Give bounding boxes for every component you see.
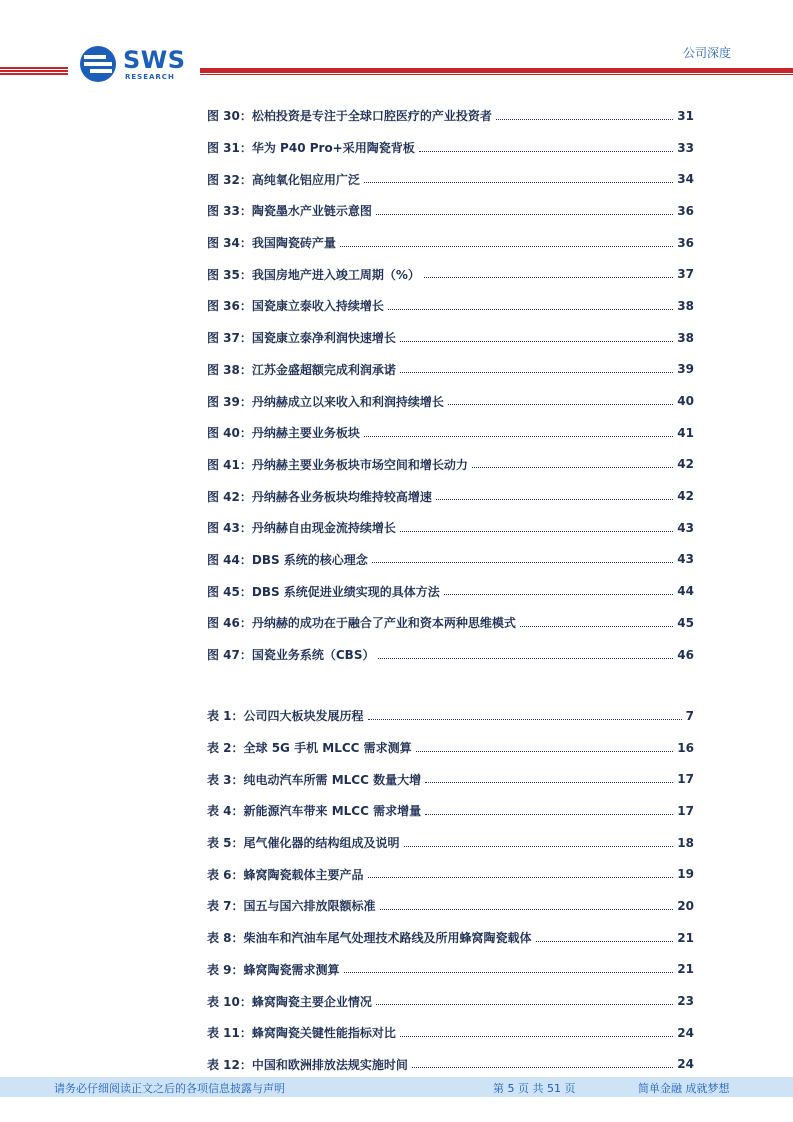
sws-logo xyxy=(78,44,188,84)
figure-entry[interactable] xyxy=(207,385,694,417)
dot-leader xyxy=(416,740,674,752)
table-entry-page-number: 24 xyxy=(677,1025,694,1040)
table-entry-page-number: 23 xyxy=(677,994,694,1009)
dot-leader xyxy=(400,361,673,373)
table-entry-page-number: 20 xyxy=(677,898,694,913)
dot-leader xyxy=(388,298,673,310)
dot-leader xyxy=(400,1025,673,1037)
dot-leader xyxy=(364,171,673,183)
figure-entry-label: 图 30：松柏投资是专注于全球口腔医疗的产业投资者 xyxy=(207,109,492,124)
header-rule-left xyxy=(0,67,68,74)
figure-entry[interactable] xyxy=(207,607,694,639)
table-entry[interactable] xyxy=(207,732,694,764)
figure-entry[interactable] xyxy=(207,322,694,354)
dot-leader xyxy=(425,803,673,815)
footer-page-info: 第 5 页 共 51 页 xyxy=(493,1082,576,1095)
figure-entry-label: 图 31：华为 P40 Pro+采用陶瓷背板 xyxy=(207,141,415,156)
figure-entry[interactable] xyxy=(207,100,694,132)
figure-entry[interactable] xyxy=(207,544,694,576)
page-footer xyxy=(0,1077,793,1097)
dot-leader xyxy=(344,961,674,973)
dot-leader xyxy=(400,330,673,342)
figure-entry[interactable] xyxy=(207,258,694,290)
dot-leader xyxy=(419,140,674,152)
figure-entry-page-number: 40 xyxy=(677,394,694,409)
table-entry-label: 表 8：柴油车和汽油车尾气处理技术路线及所用蜂窝陶瓷载体 xyxy=(207,931,532,946)
page-header xyxy=(0,0,793,90)
table-entry[interactable] xyxy=(207,890,694,922)
figure-entry[interactable] xyxy=(207,354,694,386)
dot-leader xyxy=(364,425,673,437)
dot-leader xyxy=(400,520,673,532)
figure-entry-label: 图 37：国瓷康立泰净利润快速增长 xyxy=(207,331,396,346)
table-entry-label: 表 10：蜂窝陶瓷主要企业情况 xyxy=(207,994,372,1009)
figure-entry-page-number: 42 xyxy=(677,489,694,504)
dot-leader xyxy=(472,456,673,468)
header-rule-right xyxy=(200,68,793,73)
dot-leader xyxy=(340,235,673,247)
table-entry-label: 表 6：蜂窝陶瓷载体主要产品 xyxy=(207,867,364,882)
dot-leader xyxy=(424,266,673,278)
figure-entry-page-number: 36 xyxy=(677,235,694,250)
dot-leader xyxy=(520,615,673,627)
figure-entry-page-number: 41 xyxy=(677,425,694,440)
figure-entry-label: 图 46：丹纳赫的成功在于融合了产业和资本两种思维模式 xyxy=(207,616,516,631)
table-entry-page-number: 24 xyxy=(677,1057,694,1072)
figure-entry-label: 图 39：丹纳赫成立以来收入和利润持续增长 xyxy=(207,394,444,409)
table-entry[interactable] xyxy=(207,922,694,954)
figure-entry-label: 图 43：丹纳赫自由现金流持续增长 xyxy=(207,521,396,536)
table-entry-page-number: 7 xyxy=(685,708,694,723)
figure-entry-page-number: 38 xyxy=(677,330,694,345)
table-entry[interactable] xyxy=(207,795,694,827)
figure-entry-page-number: 46 xyxy=(677,647,694,662)
figure-entry-label: 图 32：高纯氧化铝应用广泛 xyxy=(207,172,360,187)
table-entry-label: 表 11：蜂窝陶瓷关键性能指标对比 xyxy=(207,1026,396,1041)
figure-entry[interactable] xyxy=(207,639,694,671)
figure-entry-page-number: 34 xyxy=(677,172,694,187)
figure-entry-label: 图 36：国瓷康立泰收入持续增长 xyxy=(207,299,384,314)
figure-entry-page-number: 31 xyxy=(677,108,694,123)
figure-entry-page-number: 43 xyxy=(677,520,694,535)
figure-entry-page-number: 44 xyxy=(677,584,694,599)
sws-logo-icon xyxy=(78,44,118,84)
table-entry-page-number: 21 xyxy=(677,962,694,977)
figure-entry-page-number: 45 xyxy=(677,615,694,630)
table-entry-page-number: 19 xyxy=(677,867,694,882)
figure-entry[interactable] xyxy=(207,195,694,227)
figure-entry-label: 图 42：丹纳赫各业务板块均维持较高增速 xyxy=(207,489,432,504)
figure-entry-label: 图 45：DBS 系统促进业绩实现的具体方法 xyxy=(207,584,440,599)
figure-entry-page-number: 43 xyxy=(677,552,694,567)
table-entry-page-number: 16 xyxy=(677,740,694,755)
dot-leader xyxy=(404,835,674,847)
figure-entry-page-number: 37 xyxy=(677,267,694,282)
dot-leader xyxy=(425,771,673,783)
dot-leader xyxy=(448,393,673,405)
table-entry-label: 表 2：全球 5G 手机 MLCC 需求测算 xyxy=(207,741,412,756)
dot-leader xyxy=(412,1056,673,1068)
table-entry-page-number: 17 xyxy=(677,803,694,818)
table-entry[interactable] xyxy=(207,763,694,795)
figure-entry-label: 图 35：我国房地产进入竣工周期（%） xyxy=(207,267,420,282)
figure-entry[interactable] xyxy=(207,417,694,449)
table-entry-label: 表 12：中国和欧洲排放法规实施时间 xyxy=(207,1057,408,1072)
figure-entry-label: 图 41：丹纳赫主要业务板块市场空间和增长动力 xyxy=(207,457,468,472)
dot-leader xyxy=(496,108,673,120)
table-entry[interactable] xyxy=(207,1049,694,1081)
figure-entry-page-number: 36 xyxy=(677,203,694,218)
logo-subtext: RESEARCH xyxy=(125,73,175,81)
table-entry[interactable] xyxy=(207,827,694,859)
table-entry[interactable] xyxy=(207,858,694,890)
dot-leader xyxy=(380,898,674,910)
dot-leader xyxy=(368,866,674,878)
figure-entry[interactable] xyxy=(207,512,694,544)
figure-entry[interactable] xyxy=(207,290,694,322)
dot-leader xyxy=(376,993,673,1005)
table-entry-label: 表 3：纯电动汽车所需 MLCC 数量大增 xyxy=(207,772,422,787)
figure-entry[interactable] xyxy=(207,480,694,512)
table-entry-page-number: 17 xyxy=(677,772,694,787)
table-entry-label: 表 4：新能源汽车带来 MLCC 需求增量 xyxy=(207,804,422,819)
table-entry[interactable] xyxy=(207,954,694,986)
figure-entry[interactable] xyxy=(207,449,694,481)
figure-entry-label: 图 44：DBS 系统的核心理念 xyxy=(207,552,368,567)
logo-text: SWS xyxy=(123,46,186,74)
dot-leader xyxy=(376,203,673,215)
dot-leader xyxy=(368,708,682,720)
dot-leader xyxy=(444,583,673,595)
figure-entry-label: 图 38：江苏金盛超额完成利润承诺 xyxy=(207,362,396,377)
figure-entry-page-number: 33 xyxy=(677,140,694,155)
figure-entry-label: 图 47：国瓷业务系统（CBS） xyxy=(207,648,375,663)
footer-slogan: 简单金融 成就梦想 xyxy=(638,1082,730,1095)
figure-entry[interactable] xyxy=(207,132,694,164)
dot-leader xyxy=(378,647,673,659)
table-entry-label: 表 9：蜂窝陶瓷需求测算 xyxy=(207,962,340,977)
table-entry-page-number: 18 xyxy=(677,835,694,850)
dot-leader xyxy=(372,551,673,563)
figure-entry-page-number: 38 xyxy=(677,298,694,313)
table-entry[interactable] xyxy=(207,1017,694,1049)
table-entry-label: 表 5：尾气催化器的结构组成及说明 xyxy=(207,836,400,851)
table-entry[interactable] xyxy=(207,700,694,732)
figure-entry-label: 图 40：丹纳赫主要业务板块 xyxy=(207,426,360,441)
table-entry-label: 表 1：公司四大板块发展历程 xyxy=(207,709,364,724)
table-entry-label: 表 7：国五与国六排放限额标准 xyxy=(207,899,376,914)
figure-entry-page-number: 42 xyxy=(677,457,694,472)
figure-entry-label: 图 33：陶瓷墨水产业链示意图 xyxy=(207,204,372,219)
figure-entry-page-number: 39 xyxy=(677,362,694,377)
figure-entry[interactable] xyxy=(207,163,694,195)
report-type: 公司深度 xyxy=(682,46,731,60)
table-entry[interactable] xyxy=(207,985,694,1017)
footer-disclaimer: 请务必仔细阅读正文之后的各项信息披露与声明 xyxy=(54,1082,285,1095)
table-entry-page-number: 21 xyxy=(677,930,694,945)
figure-entry[interactable] xyxy=(207,575,694,607)
dot-leader xyxy=(436,488,673,500)
figure-entry[interactable] xyxy=(207,227,694,259)
figure-entry-label: 图 34：我国陶瓷砖产量 xyxy=(207,236,336,251)
figure-list xyxy=(207,100,694,670)
table-list xyxy=(207,700,694,1080)
dot-leader xyxy=(536,930,674,942)
